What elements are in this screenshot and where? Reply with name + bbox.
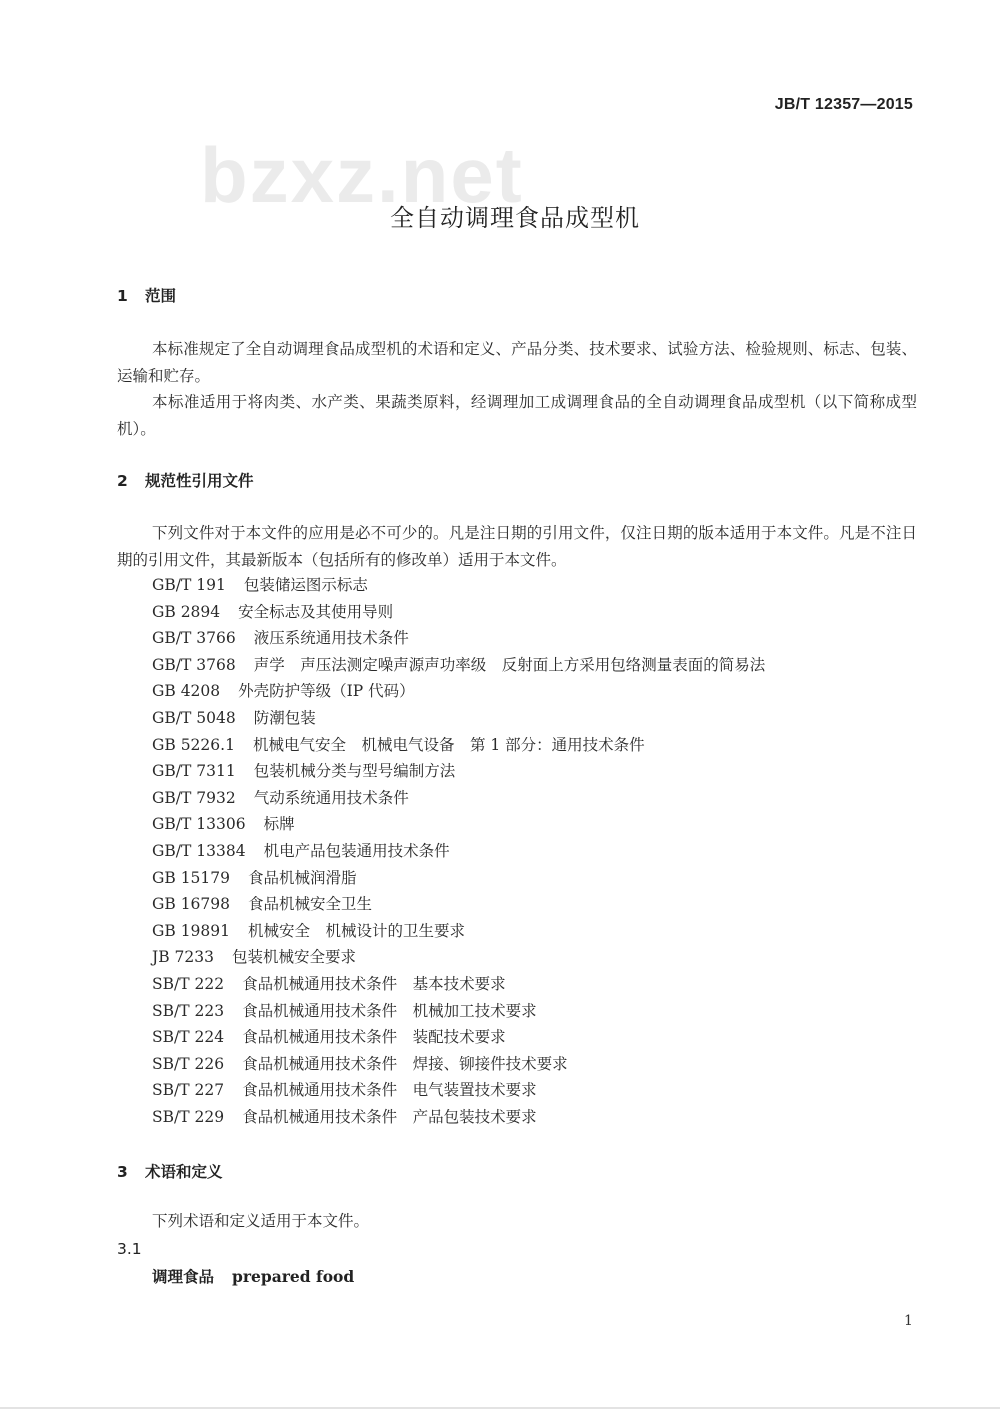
reference-code: GB/T 13306 [152, 815, 246, 834]
reference-code: GB 16798 [152, 895, 231, 914]
term-entry [152, 1265, 354, 1287]
reference-title: 机电产品包装通用技术条件 [263, 841, 450, 860]
reference-item [152, 1104, 765, 1131]
reference-code: GB 19891 [152, 921, 231, 940]
reference-title: 气动系统通用技术条件 [253, 788, 409, 807]
reference-code: GB/T 7932 [152, 788, 236, 807]
reference-title: 机械安全 机械设计的卫生要求 [248, 921, 466, 940]
reference-item [152, 891, 765, 918]
reference-item [152, 838, 765, 865]
terms-intro-paragraph: 下列术语和定义适用于本文件。 [152, 1212, 370, 1230]
reference-item [152, 599, 765, 626]
reference-item [152, 998, 765, 1025]
reference-title: 包装机械安全要求 [231, 948, 356, 967]
reference-item [152, 1051, 765, 1078]
reference-title: 食品机械通用技术条件 装配技术要求 [242, 1028, 506, 1047]
reference-item [152, 1077, 765, 1104]
document-title: 全自动调理食品成型机 [390, 204, 640, 232]
reference-item [152, 971, 765, 998]
reference-code: GB/T 13384 [152, 841, 246, 860]
reference-list [152, 572, 765, 1130]
reference-code: GB/T 191 [152, 576, 226, 594]
reference-item [152, 758, 765, 785]
reference-item [152, 865, 765, 892]
reference-code: GB 2894 [152, 602, 221, 621]
standard-code: JB/T 12357—2015 [774, 96, 913, 113]
reference-item [152, 1024, 765, 1051]
reference-item [152, 785, 765, 812]
reference-item [152, 625, 765, 652]
reference-title: 安全标志及其使用导则 [238, 602, 394, 621]
reference-title: 食品机械润滑脂 [248, 868, 357, 887]
reference-title: 包装机械分类与型号编制方法 [253, 762, 456, 781]
reference-code: GB/T 7311 [152, 762, 236, 781]
reference-code: GB/T 3768 [152, 655, 236, 674]
reference-code: SB/T 224 [152, 1028, 225, 1047]
reference-item [152, 652, 765, 679]
page-bottom-edge [0, 1407, 1000, 1409]
refs-intro-paragraph: 下列文件对于本文件的应用是必不可少的。凡是注日期的引用文件，仅注日期的版本适用于本文件。凡是不注日期的引用文件，其最新版本（包括所有的修改单）适用于本文件。 [117, 524, 917, 569]
reference-title: 声学 声压法测定噪声源声功率级 反射面上方采用包络测量表面的简易法 [253, 655, 766, 674]
reference-item [152, 918, 765, 945]
reference-title: 液压系统通用技术条件 [253, 629, 409, 648]
reference-title: 防潮包装 [253, 708, 316, 727]
watermark: bzxz.net [200, 131, 524, 219]
reference-title: 机械电气安全 机械电气设备 第 1 部分：通用技术条件 [252, 735, 645, 754]
reference-code: GB 4208 [152, 682, 221, 701]
reference-code: SB/T 222 [152, 974, 225, 993]
reference-title: 食品机械通用技术条件 产品包装技术要求 [242, 1107, 537, 1126]
term-chinese: 调理食品 [152, 1268, 215, 1286]
reference-title: 食品机械通用技术条件 基本技术要求 [242, 974, 506, 993]
section-title: 范围 [145, 287, 177, 305]
reference-code: SB/T 226 [152, 1054, 225, 1073]
reference-title: 食品机械安全卫生 [248, 895, 373, 914]
reference-code: JB 7233 [152, 948, 214, 967]
reference-item [152, 572, 765, 599]
section-number: 3 [117, 1163, 128, 1181]
reference-title: 包装储运图示标志 [243, 576, 368, 594]
section-title: 规范性引用文件 [145, 472, 254, 490]
page-number: 1 [904, 1313, 913, 1329]
reference-item [152, 732, 765, 759]
reference-title: 外壳防护等级（IP 代码） [238, 682, 415, 701]
term-english: prepared food [232, 1267, 355, 1286]
reference-code: GB 5226.1 [152, 735, 235, 754]
reference-title: 食品机械通用技术条件 电气装置技术要求 [242, 1081, 537, 1100]
reference-item [152, 944, 765, 971]
reference-code: SB/T 227 [152, 1081, 225, 1100]
reference-code: SB/T 229 [152, 1107, 225, 1126]
reference-title: 食品机械通用技术条件 焊接、铆接件技术要求 [242, 1054, 568, 1073]
section-heading-refs [117, 469, 254, 491]
reference-item [152, 705, 765, 732]
section-heading-terms [117, 1160, 223, 1182]
scope-paragraph-1: 本标准规定了全自动调理食品成型机的术语和定义、产品分类、技术要求、试验方法、检验规则、标志、包装、运输和贮存。 [117, 340, 917, 385]
section-number: 2 [117, 472, 128, 490]
reference-code: SB/T 223 [152, 1001, 225, 1020]
scope-paragraph-2: 本标准适用于将肉类、水产类、果蔬类原料，经调理加工成调理食品的全自动调理食品成型机（以下简称成型机）。 [117, 393, 917, 438]
reference-title: 标牌 [263, 815, 295, 834]
reference-code: GB/T 5048 [152, 708, 236, 727]
reference-item [152, 678, 765, 705]
reference-title: 食品机械通用技术条件 机械加工技术要求 [242, 1001, 537, 1020]
reference-item [152, 811, 765, 838]
reference-code: GB 15179 [152, 868, 231, 887]
section-number: 1 [117, 287, 128, 305]
section-heading-scope [117, 284, 176, 306]
reference-code: GB/T 3766 [152, 629, 236, 648]
term-number: 3.1 [117, 1240, 142, 1258]
section-title: 术语和定义 [145, 1163, 223, 1181]
